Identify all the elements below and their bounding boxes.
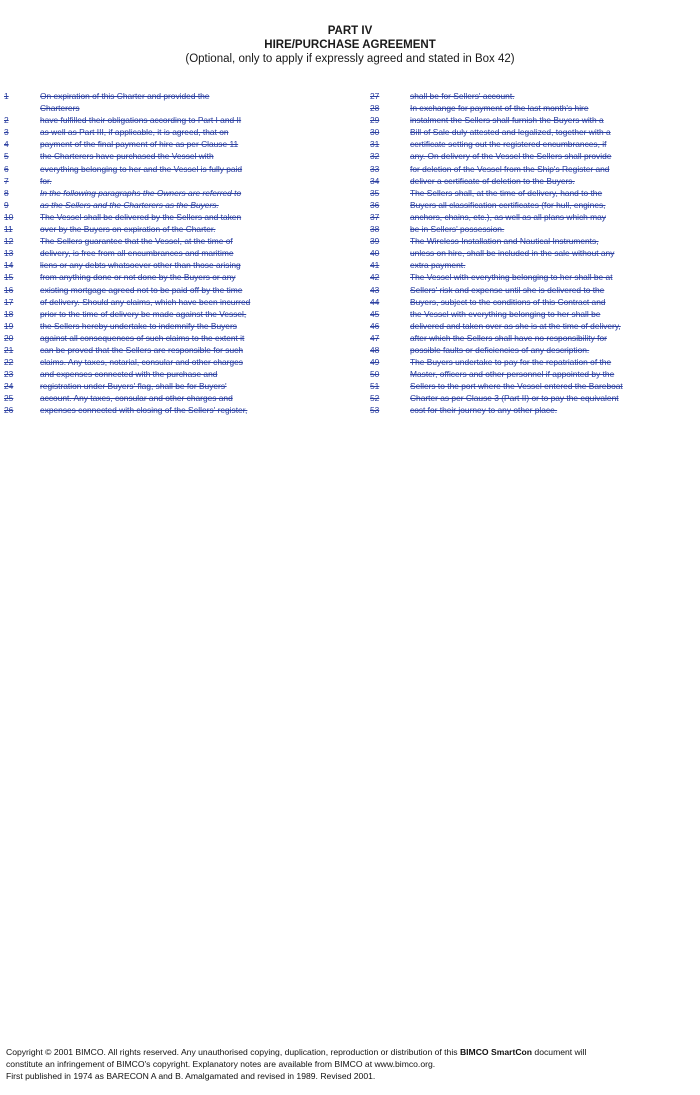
- clause-line: [370, 223, 690, 235]
- line-number: 39: [370, 236, 380, 247]
- clause-line: [370, 271, 690, 283]
- clause-line: [370, 247, 690, 259]
- line-text: Sellers' risk and expense until she is delivered to the: [410, 284, 605, 295]
- line-text: against all consequences of such claims to the extent it: [40, 332, 245, 343]
- clause-line: [370, 320, 690, 332]
- clause-line: [370, 332, 690, 344]
- line-number: 2: [4, 115, 9, 126]
- line-text: and expenses connected with the purchase and: [40, 369, 218, 380]
- clause-line: [370, 163, 690, 175]
- footer-text: document will: [532, 1047, 587, 1057]
- agreement-title: HIRE/PURCHASE AGREEMENT: [264, 39, 436, 51]
- clause-line: [370, 296, 690, 308]
- line-number: 4: [4, 139, 9, 150]
- line-text: the Charterers have purchased the Vessel with: [40, 151, 214, 162]
- line-number: 35: [370, 187, 380, 198]
- clause-line: [370, 308, 690, 320]
- line-text: claims. Any taxes, notarial, consular and other charges: [40, 357, 243, 368]
- line-number: 51: [370, 381, 380, 392]
- line-text: The Buyers undertake to pay for the repatriation of the: [410, 357, 612, 368]
- line-text: shall be for Sellers' account.: [410, 91, 515, 101]
- line-text: prior to the time of delivery be made against the Vessel,: [40, 308, 247, 319]
- line-text: for deletion of the Vessel from the Ship's Register and: [410, 163, 610, 174]
- footer-line-1: [6, 1046, 696, 1058]
- line-text: the Sellers hereby undertake to indemnify the Buyers: [40, 320, 237, 331]
- clause-line: [4, 187, 318, 199]
- footer-line-2: constitute an infringement of BIMCO's copyright. Explanatory notes are available from BIMCO at www.bimco.org.: [6, 1059, 436, 1069]
- agreement-subtitle: (Optional, only to apply if expressly agreed and stated in Box 42): [185, 53, 515, 65]
- line-text: payment of the final payment of hire as per Clause 11: [40, 139, 239, 150]
- line-number: 26: [4, 405, 14, 416]
- line-number: 20: [4, 332, 14, 343]
- line-number: 17: [4, 296, 14, 307]
- line-number: 19: [4, 320, 14, 331]
- line-number: 50: [370, 369, 380, 380]
- clause-line: [4, 90, 318, 102]
- clause-line: [4, 380, 318, 392]
- line-text: The Vessel with everything belonging to her shall be at: [410, 272, 613, 283]
- line-text: after which the Sellers shall have no responsibility for: [410, 332, 607, 343]
- clause-line: [370, 404, 690, 416]
- line-number: 11: [4, 224, 13, 235]
- line-text: The Sellers guarantee that the Vessel, at the time of: [40, 236, 233, 247]
- footer-text: Copyright © 2001 BIMCO. All rights reserved. Any unauthorised copying, duplication, reproduction or distribution of this: [6, 1047, 460, 1057]
- line-number: 40: [370, 248, 380, 259]
- line-number: 31: [370, 139, 380, 150]
- line-number: 30: [370, 127, 380, 138]
- line-text: delivery, is free from all encumbrances and maritime: [40, 248, 234, 259]
- clause-line: [370, 199, 690, 211]
- line-number: 5: [4, 151, 9, 162]
- line-text: over by the Buyers on expiration of the Charter.: [40, 224, 216, 235]
- line-number: 36: [370, 199, 380, 210]
- clause-line: [370, 284, 690, 296]
- line-text: Master, officers and other personnel if appointed by the: [410, 369, 615, 380]
- clause-line: [4, 332, 318, 344]
- clause-line: [4, 126, 318, 138]
- line-text: liens or any debts whatsoever other than those arising: [40, 260, 241, 271]
- line-text: as well as Part III, if applicable, it is agreed, that on: [40, 127, 229, 138]
- line-number: 18: [4, 308, 14, 319]
- line-number: 23: [4, 369, 14, 380]
- line-text: any. On delivery of the Vessel the Sellers shall provide: [410, 151, 612, 162]
- line-text: The Vessel shall be delivered by the Sellers and taken: [40, 211, 242, 222]
- line-text: for.: [40, 175, 52, 186]
- clause-line: [4, 284, 318, 296]
- clause-line: [4, 247, 318, 259]
- line-number: 33: [370, 163, 380, 174]
- line-text: On expiration of this Charter and provided the: [40, 91, 210, 101]
- clause-line: [4, 211, 318, 223]
- line-number: 48: [370, 344, 380, 355]
- line-text: Buyers all classification certificates (for hull, engines,: [410, 199, 606, 210]
- clause-line: [4, 235, 318, 247]
- clause-line: [370, 114, 690, 126]
- line-number: 29: [370, 115, 380, 126]
- line-text: Bill of Sale duly attested and legalized, together with a: [410, 127, 611, 138]
- clause-line: [4, 308, 318, 320]
- line-text: anchors, chains, etc.), as well as all plans which may: [410, 211, 606, 222]
- line-number: 25: [4, 393, 14, 404]
- line-text: The Wireless Installation and Nautical Instruments,: [410, 236, 599, 247]
- line-text: Charterers: [40, 103, 80, 114]
- line-text: delivered and taken over as she is at the time of delivery,: [410, 320, 621, 331]
- line-number: 3: [4, 127, 9, 138]
- line-number: 21: [4, 344, 14, 355]
- clause-line: [4, 296, 318, 308]
- clause-line: [370, 235, 690, 247]
- clause-line: [4, 102, 318, 114]
- clause-line: [4, 223, 318, 235]
- clause-line: [370, 211, 690, 223]
- line-number: 42: [370, 272, 380, 283]
- clause-line: [4, 114, 318, 126]
- line-text: unless on hire, shall be included in the sale without any: [410, 248, 615, 259]
- line-number: 6: [4, 163, 9, 174]
- line-text: The Sellers shall, at the time of delivery, hand to the: [410, 187, 603, 198]
- line-text: extra payment.: [410, 260, 466, 271]
- line-text: everything belonging to her and the Vessel is fully paid: [40, 163, 243, 174]
- clause-line: [370, 344, 690, 356]
- line-number: 38: [370, 224, 380, 235]
- document-header: [0, 24, 700, 67]
- clause-line: [370, 102, 690, 114]
- line-text: cost for their journey to any other place.: [410, 405, 558, 416]
- clause-line: [370, 380, 690, 392]
- line-text: account. Any taxes, consular and other charges and: [40, 393, 233, 404]
- line-number: [4, 102, 40, 114]
- clause-line: [370, 175, 690, 187]
- line-number: 12: [4, 236, 14, 247]
- line-number: 37: [370, 211, 380, 222]
- clause-line: [370, 187, 690, 199]
- line-text: certificate setting out the registered encumbrances, if: [410, 139, 607, 150]
- clause-line: [4, 163, 318, 175]
- line-number: 22: [4, 357, 14, 368]
- line-number: 41: [370, 260, 380, 271]
- clause-line: [4, 368, 318, 380]
- line-text: existing mortgage agreed not to be paid off by the time: [40, 284, 243, 295]
- line-number: 7: [4, 175, 9, 186]
- clause-line: [4, 404, 318, 416]
- clause-line: [4, 271, 318, 283]
- line-text: can be proved that the Sellers are responsible for such: [40, 344, 243, 355]
- line-text: In exchange for payment of the last month's hire: [410, 103, 589, 114]
- line-number: 43: [370, 284, 380, 295]
- clause-line: [4, 356, 318, 368]
- footer-brand: BIMCO SmartCon: [459, 1047, 533, 1057]
- line-text: of delivery. Should any claims, which have been incurred: [40, 296, 251, 307]
- clause-line: [370, 392, 690, 404]
- line-number: 1: [4, 91, 9, 101]
- line-text: Sellers to the port where the Vessel entered the Bareboat: [410, 381, 623, 392]
- footer-line-3: First published in 1974 as BARECON A and B. Amalgamated and revised in 1989. Revised 2001.: [6, 1071, 376, 1081]
- line-text: Charter as per Clause 3 (Part II) or to pay the equivalent: [410, 393, 619, 404]
- line-text: instalment the Sellers shall furnish the Buyers with a: [410, 115, 604, 126]
- line-number: 49: [370, 357, 380, 368]
- line-text: be in Sellers' possession.: [410, 224, 505, 235]
- line-number: 9: [4, 199, 9, 210]
- clause-line: [4, 259, 318, 271]
- line-number: 27: [370, 91, 380, 101]
- line-text: as the Sellers and the Charterers as the Buyers.: [40, 199, 219, 210]
- clause-line: [4, 175, 318, 187]
- clause-line: [4, 392, 318, 404]
- line-text: Buyers, subject to the conditions of this Contract and: [410, 296, 606, 307]
- clause-line: [4, 344, 318, 356]
- line-text: the Vessel with everything belonging to her shall be: [410, 308, 601, 319]
- clause-line: [4, 320, 318, 332]
- clause-line: [370, 138, 690, 150]
- clause-line: [4, 199, 318, 211]
- line-text: from anything done or not done by the Buyers or any: [40, 272, 236, 283]
- line-number: 45: [370, 308, 380, 319]
- line-number: 28: [370, 103, 380, 114]
- line-number: 46: [370, 320, 380, 331]
- line-text: expenses connected with closing of the Sellers' register,: [40, 405, 248, 416]
- clause-line: [370, 90, 690, 102]
- line-number: 8: [4, 187, 9, 198]
- line-number: 52: [370, 393, 380, 404]
- left-text-column: [4, 90, 318, 417]
- clause-line: [370, 356, 690, 368]
- clause-line: [4, 150, 318, 162]
- line-number: 44: [370, 296, 380, 307]
- line-number: 53: [370, 405, 380, 416]
- line-number: 10: [4, 211, 14, 222]
- line-number: 34: [370, 175, 380, 186]
- line-text: possible faults or deficiencies of any description.: [410, 344, 590, 355]
- clause-line: [370, 150, 690, 162]
- line-number: 16: [4, 284, 14, 295]
- line-text: In the following paragraphs the Owners are referred to: [40, 187, 242, 198]
- line-number: 47: [370, 332, 380, 343]
- line-text: registration under Buyers' flag, shall be for Buyers': [40, 381, 227, 392]
- line-number: 15: [4, 272, 14, 283]
- part-heading: PART IV: [327, 25, 373, 37]
- copyright-footer: [6, 1046, 696, 1082]
- line-number: 24: [4, 381, 14, 392]
- clause-line: [370, 259, 690, 271]
- line-number: 13: [4, 248, 14, 259]
- line-text: have fulfilled their obligations according to Part I and II: [40, 115, 242, 126]
- line-text: deliver a certificate of deletion to the Buyers.: [410, 175, 575, 186]
- right-text-column: [370, 90, 690, 417]
- clause-line: [4, 138, 318, 150]
- clause-line: [370, 126, 690, 138]
- line-number: 32: [370, 151, 380, 162]
- line-number: 14: [4, 260, 14, 271]
- clause-line: [370, 368, 690, 380]
